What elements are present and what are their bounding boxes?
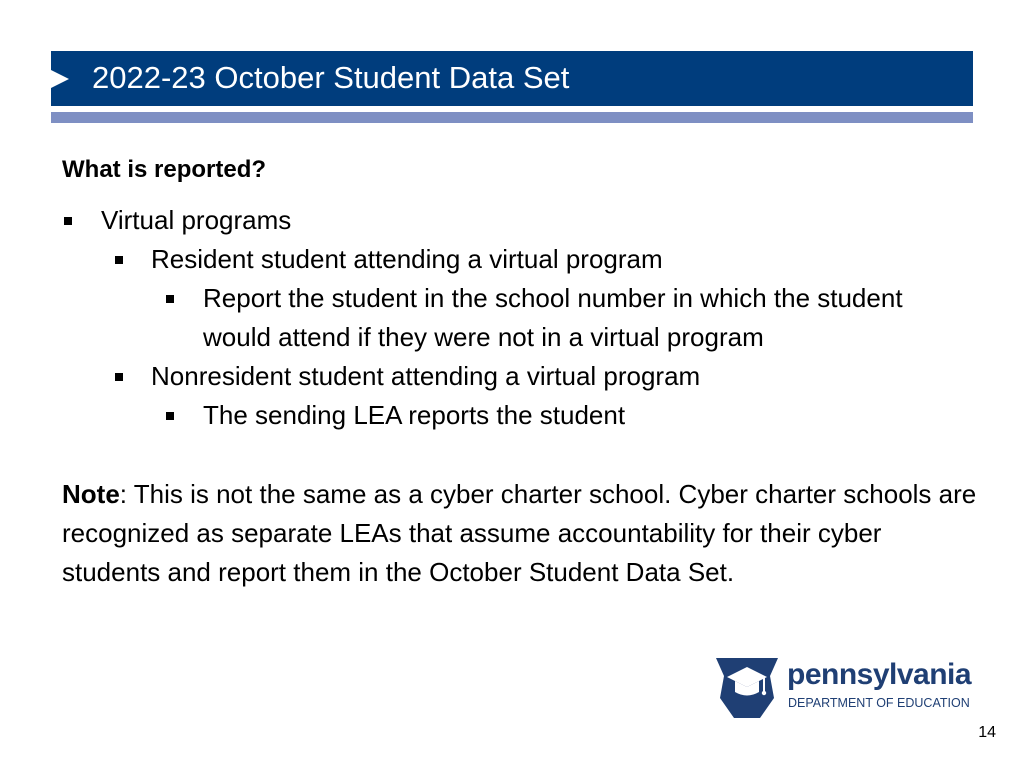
bullet-item bbox=[203, 396, 625, 435]
title-bar bbox=[51, 51, 973, 106]
square-bullet-icon bbox=[115, 256, 123, 264]
bullet-item bbox=[101, 201, 291, 240]
section-heading: What is reported? bbox=[62, 156, 267, 183]
bullet-text: Virtual programs bbox=[101, 205, 292, 235]
arrow-icon bbox=[51, 70, 69, 88]
bullet-text: would attend if they were not in a virtual program bbox=[203, 322, 764, 352]
logo-wordmark: pennsylvania bbox=[787, 658, 972, 691]
note-paragraph bbox=[62, 475, 982, 592]
bullet-text: Resident student attending a virtual program bbox=[151, 244, 663, 274]
square-bullet-icon bbox=[115, 373, 123, 381]
bullet-text: The sending LEA reports the student bbox=[203, 400, 626, 430]
bullet-item bbox=[151, 240, 663, 279]
note-text: : This is not the same as a cyber charter school. Cyber charter schools are recognized as separate LEAs that assume accountability for their cyber students and report them in the October Student Data Set. bbox=[62, 479, 977, 587]
bullet-text: Report the student in the school number in which the student bbox=[203, 283, 903, 313]
square-bullet-icon bbox=[64, 217, 72, 225]
slide-title: 2022-23 October Student Data Set bbox=[92, 60, 570, 95]
title-divider bbox=[51, 112, 973, 123]
logo-subtitle: DEPARTMENT OF EDUCATION bbox=[788, 696, 970, 710]
bullet-item bbox=[151, 357, 700, 396]
bullet-text: Nonresident student attending a virtual program bbox=[151, 361, 701, 391]
bullet-item bbox=[203, 279, 903, 318]
page-number: 14 bbox=[978, 724, 996, 741]
square-bullet-icon bbox=[166, 295, 174, 303]
note-label: Note bbox=[62, 479, 120, 509]
keystone-graduation-cap-icon bbox=[714, 654, 780, 720]
pa-education-logo bbox=[714, 654, 976, 720]
square-bullet-icon bbox=[166, 412, 174, 420]
bullet-continuation bbox=[203, 318, 764, 357]
